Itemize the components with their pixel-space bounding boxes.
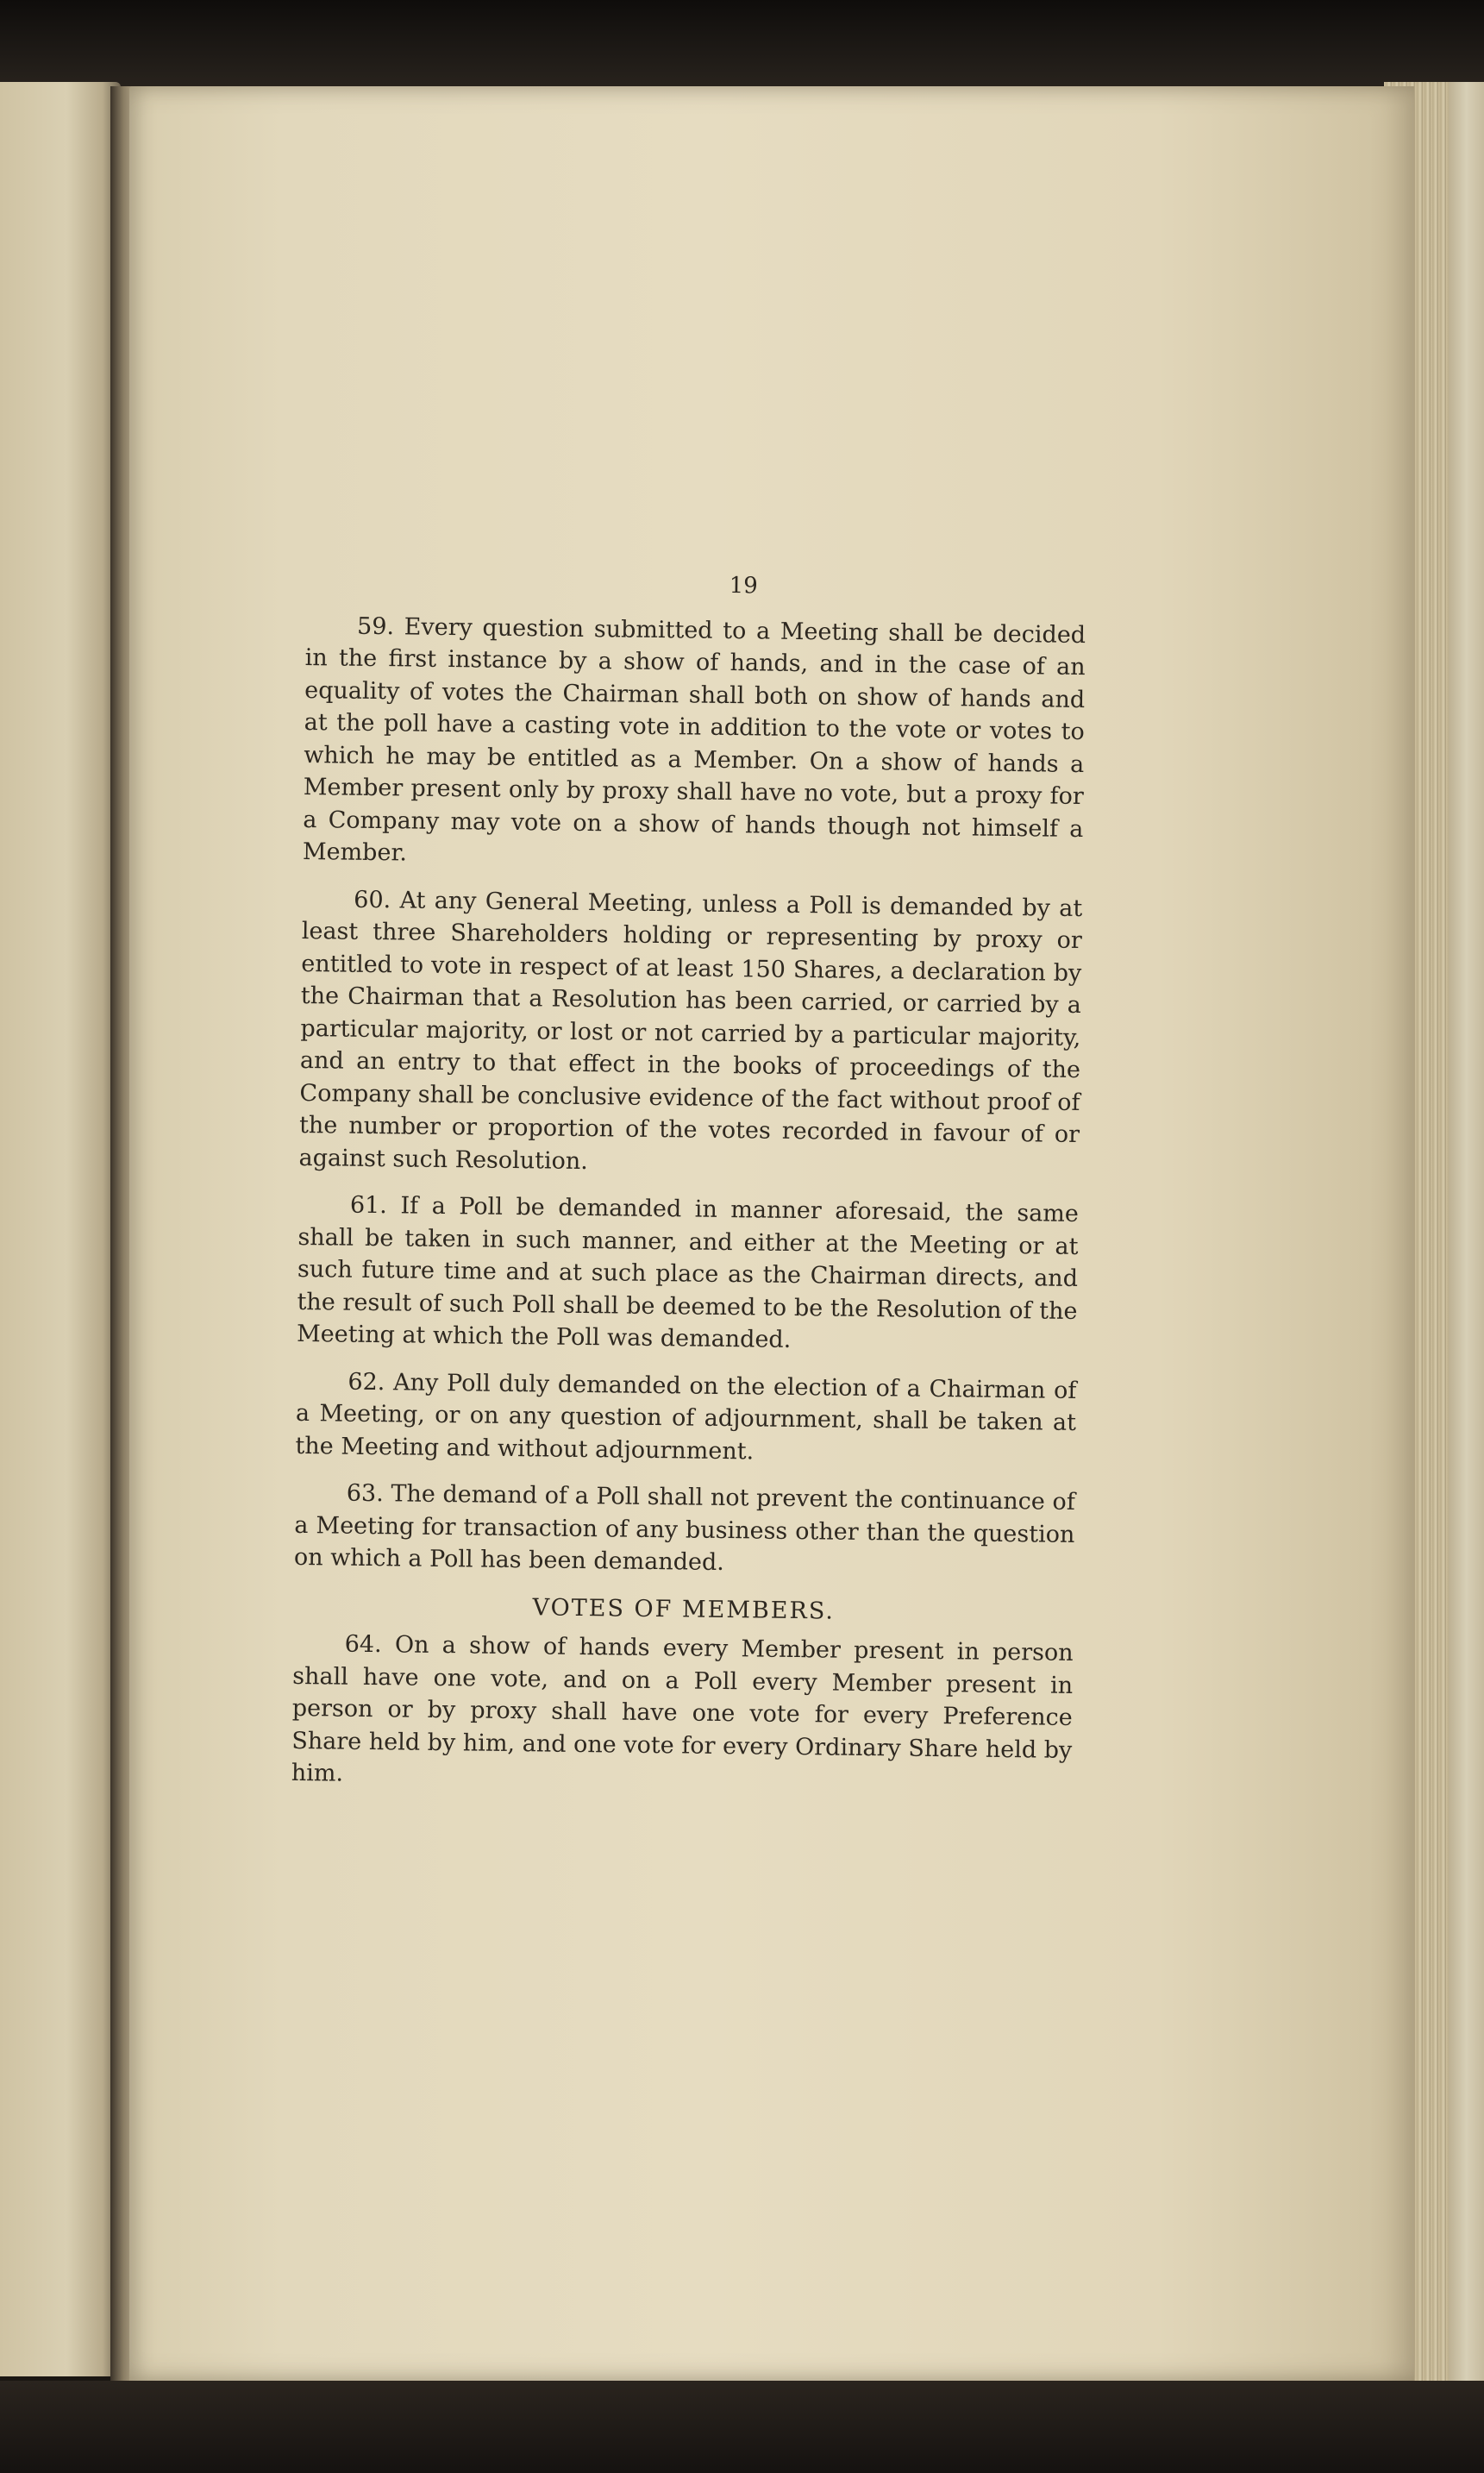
book-binding-top xyxy=(0,0,1484,95)
paragraph-59: 59. Every question submitted to a Meeting shall be decided in the first instance by a show of hands, and in the case of an equality of votes the Chairman shall both on show of hands and at the poll have a casting vote in addition to the vote or votes to which he may be entitled as a Member. On a show of hands a Member present only by proxy shall have no vote, but a proxy for a Company may vote on a show of hands though not himself a Member. xyxy=(302,612,1086,867)
section-heading: VOTES OF MEMBERS. xyxy=(532,1593,836,1625)
paragraph-60: 60. At any General Meeting, unless a Poll is demanded by at least three Shareholders holding or representing by proxy or entitled to vote in respect of at least 150 Shares, a declaration by the Chairman that a Resolution has been carried, or carried by a particular majority, or lost or not carried by a particular majority, and an entry to that effect in the books of proceedings of the Company shall be conclusive evidence of the fact without proof of the number or proportion of the votes recorded in favour of or against such Resolution. xyxy=(298,886,1083,1175)
book-binding-bottom xyxy=(0,2381,1484,2473)
paragraph-63: 63. The demand of a Poll shall not prevent the continuance of a Meeting for transaction of any business other than the question on which a Poll has been demanded. xyxy=(293,1479,1075,1577)
paragraph-64: 64. On a show of hands every Member present in person shall have one vote, and on a Poll every Member present in person or by proxy shall have one vote for every Preference Share held by him, and one vote for every Ordinary Share held by him. xyxy=(291,1630,1074,1787)
paragraph-62: 62. Any Poll duly demanded on the election of a Chairman of a Meeting, or on any question of adjournment, shall be taken at the Meeting and without adjournment. xyxy=(295,1368,1077,1465)
facing-page xyxy=(0,82,121,2376)
page-edge-outer xyxy=(1449,82,1484,2402)
paragraph-61: 61. If a Poll be demanded in manner aforesaid, the same shall be taken in such manner, and either at the Meeting or at such future time and at such place as the Chairman directs, and the result of such Poll shall be deemed to be the Resolution of the Meeting at which the Poll was demanded. xyxy=(296,1191,1080,1353)
page-text-block xyxy=(291,565,1086,1813)
page-number: 19 xyxy=(729,572,758,599)
